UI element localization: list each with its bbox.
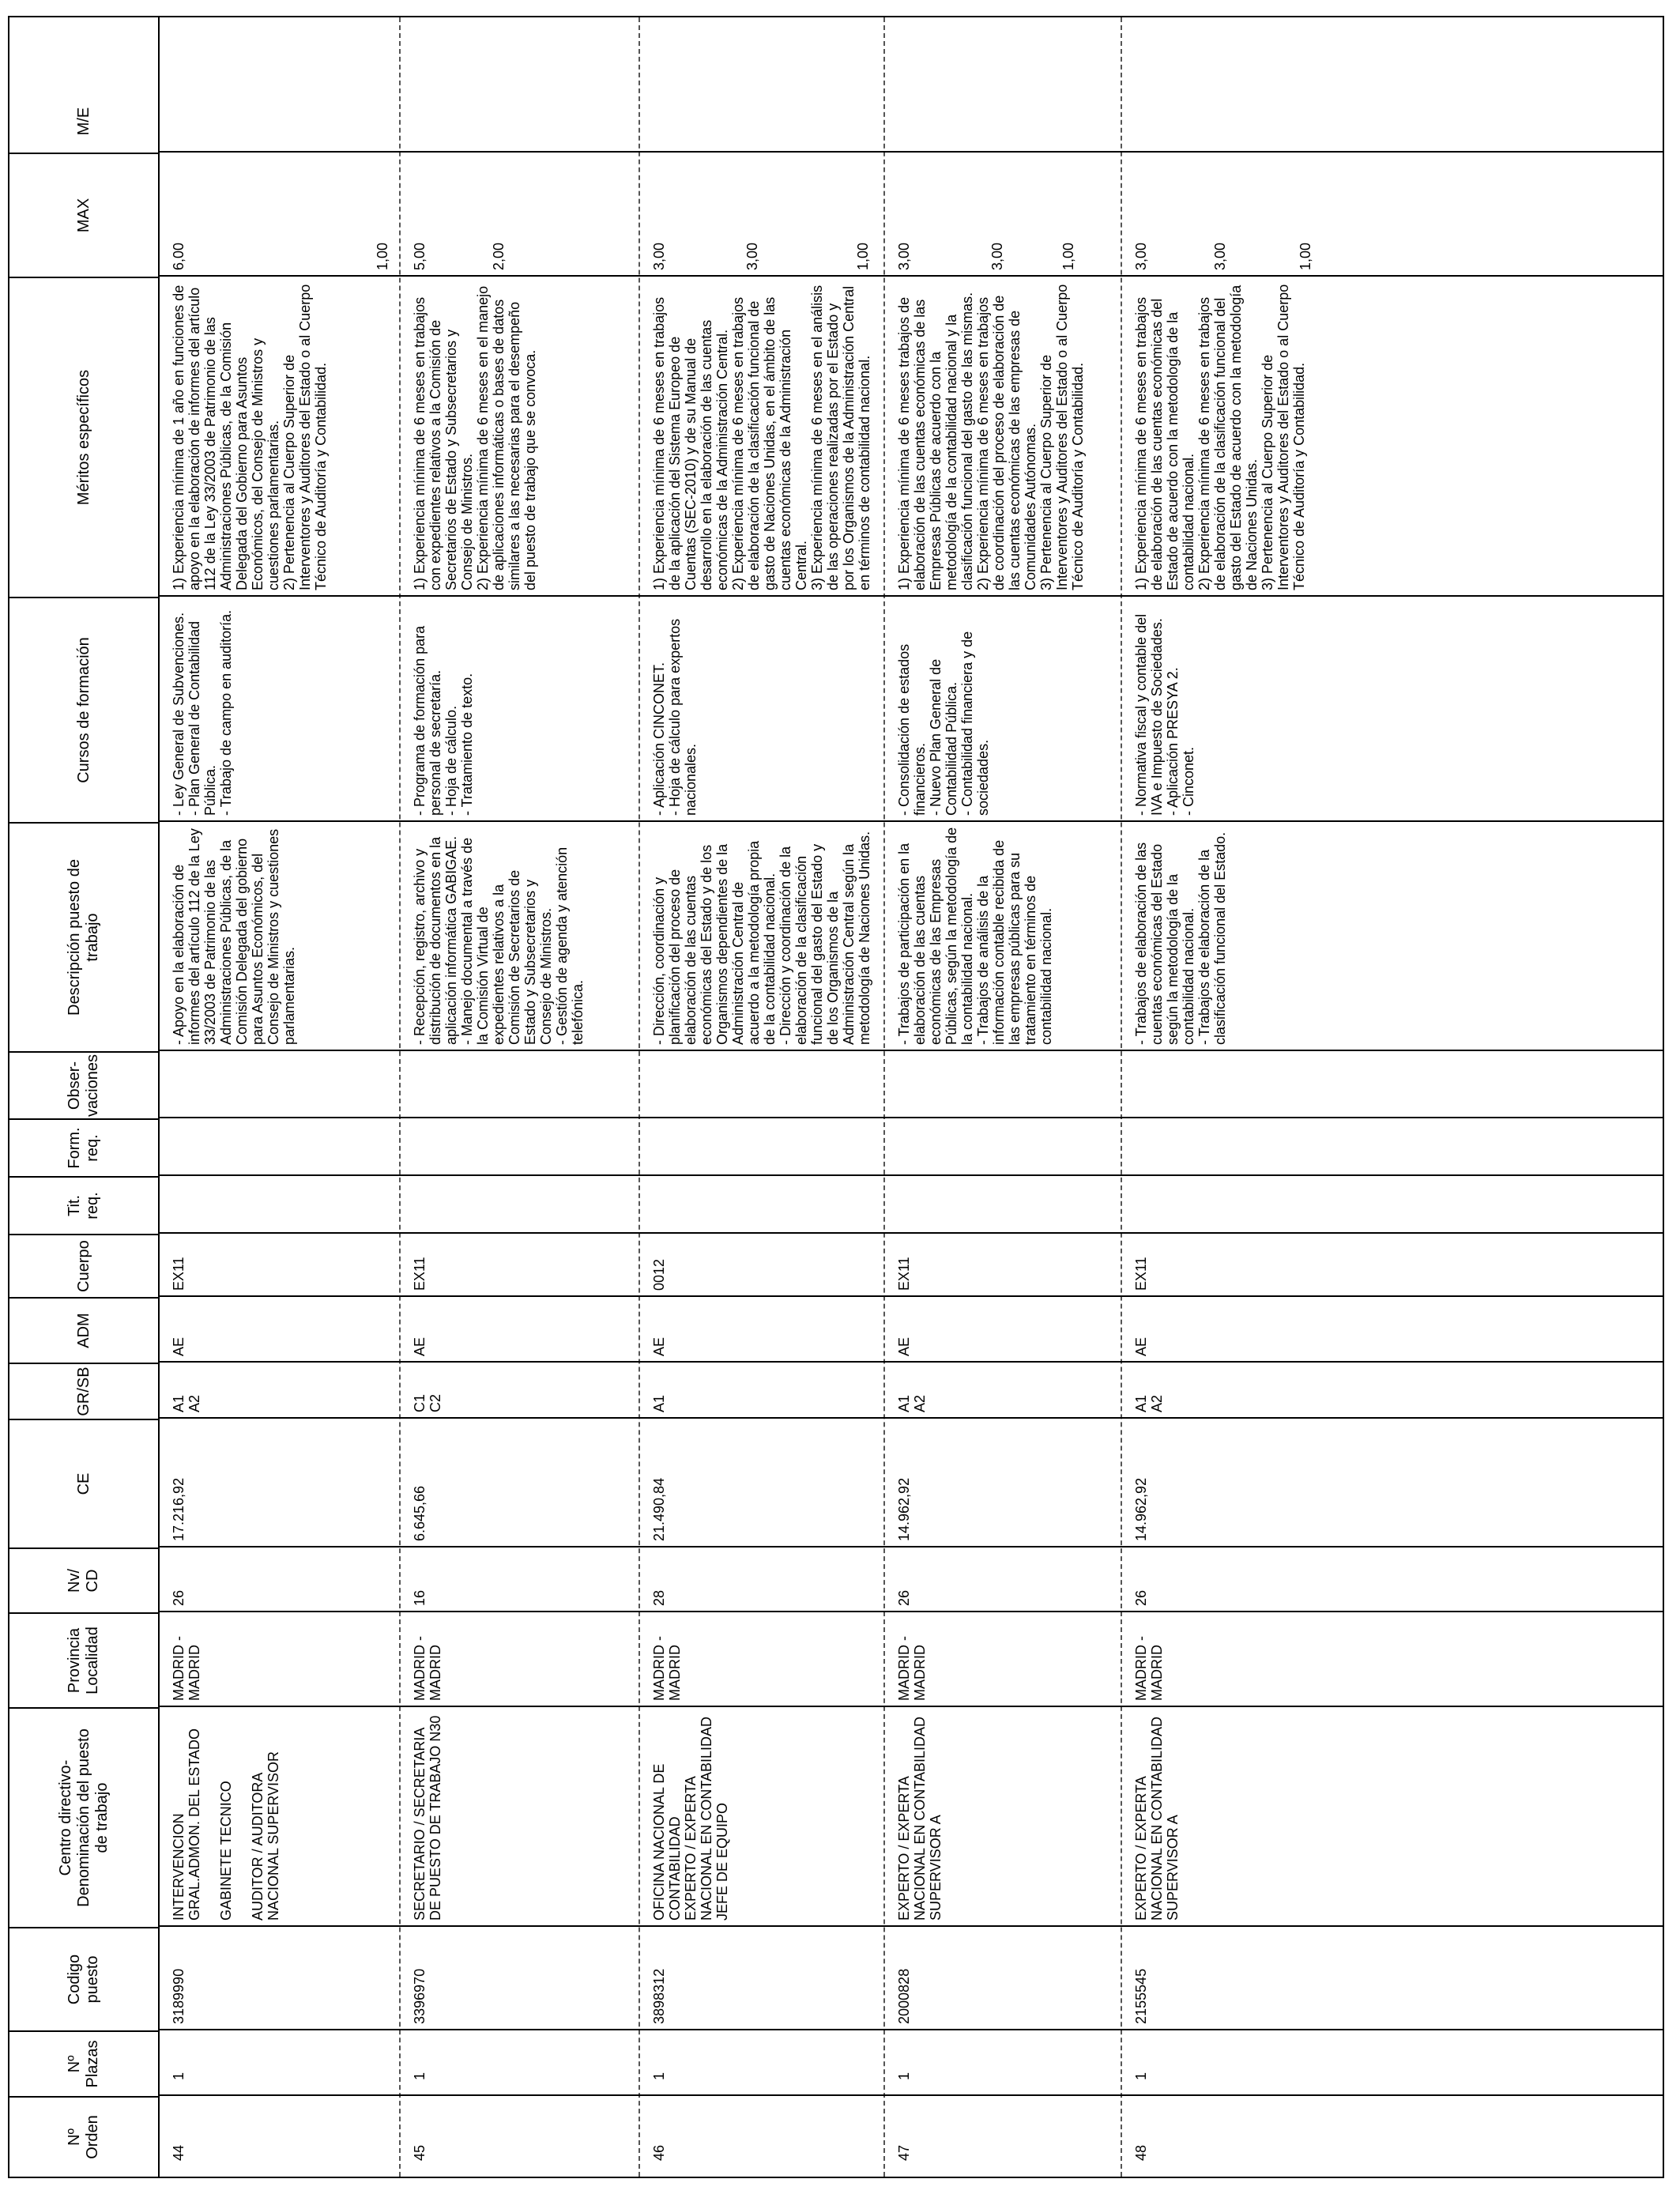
cell-orden: 48 [1133,2144,1149,2161]
max-score: 1,00 [1060,242,1076,270]
cell-adm: AE [171,1336,186,1356]
cell-max [885,153,1121,277]
cell-tit [401,1176,638,1234]
cell-obs [885,1051,1121,1118]
column-divider [160,1417,1663,1419]
cell-tit [1122,1176,1664,1234]
cell-meritos: 1) Experiencia mínima de 6 meses en trabajos de la aplicación del Sistema Europeo de Cuentas (SEC-2010) y de su Manual de desarrollo en la elaboración de las cuentas económicas de la Administración Central. 2) Experiencia mínima de 6 meses en trabajos de elaboración de la clasificación funcional de gasto de Naciones Unidas, en el ámbito de las cuentas económicas de la Administración Central. 3) Experiencia mínima de 6 meses en el análisis de las operaciones realizadas por el Estado y por los Organismos de la Administración Central en términos de contabilidad nacional. [651,285,872,590]
cell-provincia: MADRID - MADRID [896,1636,928,1701]
column-divider [160,1611,1663,1612]
max-score: 3,00 [1133,242,1149,270]
max-score: 3,00 [651,242,667,270]
positions-table [8,16,1664,2178]
cell-nivel: 26 [1133,1589,1149,1606]
max-score: 2,00 [491,242,507,270]
column-divider [160,151,1663,153]
cell-provincia: MADRID - MADRID [412,1636,443,1701]
cell-max [1122,153,1664,277]
header-nivel: Nv/ CD [9,1547,158,1612]
cell-codigo: 3898312 [651,1968,667,2024]
max-score: 3,00 [989,242,1005,270]
cell-provincia: MADRID - MADRID [171,1636,202,1701]
cell-tit [885,1176,1121,1234]
cell-cuerpo: EX11 [171,1257,186,1291]
cell-grsb: A1 A2 [1133,1394,1165,1412]
header-meritos: Méritos específicos [9,277,158,597]
column-divider [160,2094,1663,2096]
cell-form [640,1118,883,1176]
cell-orden: 45 [412,2144,428,2161]
column-divider [160,275,1663,277]
column-divider [160,1117,1663,1118]
cell-cursos: - Aplicación CINCONET. - Hoja de cálculo para expertos nacionales. [651,618,699,816]
max-score: 1,00 [375,242,390,270]
cell-obs [401,1051,638,1118]
cell-adm: AE [651,1336,667,1356]
cell-form [1122,1118,1664,1176]
cell-form [401,1118,638,1176]
cell-plazas: 1 [651,2071,667,2080]
column-divider [160,1546,1663,1547]
cell-obs [640,1051,883,1118]
cell-form [885,1118,1121,1176]
cell-cuerpo: EX11 [1133,1257,1149,1291]
cell-grsb: A1 A2 [171,1394,202,1412]
column-divider [160,1925,1663,1927]
cell-ce: 21.490,84 [651,1477,667,1541]
max-score: 3,00 [744,242,760,270]
cell-cuerpo: 0012 [651,1258,667,1291]
header-max: MAX [9,153,158,277]
cell-adm: AE [1133,1336,1149,1356]
table-row [883,17,1121,2177]
cell-adm: AE [412,1336,428,1356]
cell-tit [640,1176,883,1234]
cell-max [160,153,399,277]
header-orden: Nº Orden [9,2096,158,2177]
cell-provincia: MADRID - MADRID [1133,1636,1165,1701]
cell-max [640,153,883,277]
cell-meritos: 1) Experiencia mínima de 6 meses en trabajos de elaboración de las cuentas económicas del Estado de acuerdo con la metodología de la contabilidad nacional. 2) Experiencia mínima de 6 meses en trabajos de elaboración de la clasificación funcional del gasto del Estado de acuerdo con la metodología de Naciones Unidas. 3) Pertenencia al Cuerpo Superior de Interventores y Auditores del Estado o al Cuerpo Técnico de Auditoría y Contabilidad. [1133,284,1307,590]
cell-centro: SECRETARIO / SECRETARIA DE PUESTO DE TRABAJO N30 [412,1715,443,1921]
cell-codigo: 2155545 [1133,1968,1149,2024]
cell-meritos: 1) Experiencia mínima de 1 año en funciones de apoyo en la elaboración de informes del artículo 112 de la Ley 33/2003 de Patrimonio de las Administraciones Públicas, de la Comisión Delegada del Gobierno para Asuntos Económicos, del Consejo de Ministros y cuestiones parlamentarias. 2) Pertenencia al Cuerpo Superior de Interventores y Auditores del Estado o al Cuerpo Técnico de Auditoría y Contabilidad. [171,284,329,590]
cell-ce: 14.962,92 [1133,1477,1149,1541]
cell-cursos: - Normativa fiscal y contable del IVA e Impuesto de Sociedades. - Aplicación PRESYA 2. - Cinconet. [1133,613,1196,816]
column-divider [160,1706,1663,1707]
cell-descripcion: - Trabajos de elaboración de las cuentas económicas del Estado según la metodología de la contabilidad nacional. - Trabajos de elaboración de la clasificación funcional del Estado. [1133,831,1228,1045]
table-row [638,17,883,2177]
cell-cursos: - Programa de formación para personal de secretaría. - Hoja de cálculo. - Tratamiento de texto. [412,625,475,816]
header-cuerpo: Cuerpo [9,1234,158,1297]
max-score: 1,00 [1298,242,1313,270]
table-header [9,17,160,2177]
cell-centro: OFICINA NACIONAL DE CONTABILIDAD EXPERTO / EXPERTA NACIONAL EN CONTABILIDAD JEFE DE EQUIPO [651,1716,730,1921]
cell-codigo: 3189990 [171,1968,186,2024]
table-row [399,17,638,2177]
cell-centro: INTERVENCION GRAL.ADMON. DEL ESTADO GABINETE TECNICO AUDITOR / AUDITORA NACIONAL SUPERVISOR [171,1728,281,1921]
cell-meritos: 1) Experiencia mínima de 6 meses en trabajos con expedientes relativos a la Comisión de Secretarios de Estado y Subsecretarios y Consejo de Ministros. 2) Experiencia mínima de 6 meses en el manejo de aplicaciones informáticas o bases de datos similares a las necesarias para el desempeño del puesto de trabajo que se convoca. [412,285,538,590]
cell-nivel: 26 [171,1589,186,1606]
header-obs: Obser- vaciones [9,1051,158,1118]
max-score: 1,00 [855,242,871,270]
header-cursos: Cursos de formación [9,597,158,822]
cell-centro: EXPERTO / EXPERTA NACIONAL EN CONTABILIDAD SUPERVISOR A [896,1716,944,1921]
column-divider [160,1232,1663,1234]
cell-grsb: A1 [651,1394,667,1412]
cell-cursos: - Ley General de Subvenciones. - Plan General de Contabilidad Pública. - Trabajo de campo en auditoría. [171,609,234,816]
cell-nivel: 26 [896,1589,912,1606]
max-score: 3,00 [896,242,912,270]
column-divider [160,1361,1663,1363]
column-divider [160,820,1663,822]
cell-meritos: 1) Experiencia mínima de 6 meses trabajos de elaboración de las cuentas económicas de las Empresas Públicas de acuerdo con la metodología de la contabilidad nacional y la clasificación funcional del gasto de las mismas. 2) Experiencia mínima de 6 meses en trabajos de coordinación del proceso de elaboración de las cuentas económicas de las empresas de Comunidades Autónomas. 3) Pertenencia al Cuerpo Superior de Interventores y Auditores del Estado o al Cuerpo Técnico de Auditoría y Contabilidad. [896,284,1086,590]
cell-ce: 6.645,66 [412,1485,428,1541]
cell-form [160,1118,399,1176]
cell-cursos: - Consolidación de estados financieros. - Nuevo Plan General de Contabilidad Pública. - Contabilidad financiera y de sociedades. [896,631,991,816]
header-me: M/E [74,107,92,136]
cell-obs [160,1051,399,1118]
column-divider [160,1050,1663,1051]
cell-centro: EXPERTO / EXPERTA NACIONAL EN CONTABILIDAD SUPERVISOR A [1133,1716,1181,1921]
header-centro: Centro directivo- Denominación del puesto de trabajo [9,1707,158,1927]
cell-codigo: 2000828 [896,1968,912,2024]
cell-plazas: 1 [1133,2071,1149,2080]
cell-ce: 14.962,92 [896,1477,912,1541]
header-codigo: Codigo puesto [9,1927,158,2030]
cell-plazas: 1 [412,2071,428,2080]
table-row [1121,17,1664,2177]
cell-max [401,153,638,277]
cell-grsb: C1 C2 [412,1393,443,1412]
header-tit: Tit. req. [9,1176,158,1234]
cell-tit [160,1176,399,1234]
cell-nivel: 28 [651,1589,667,1606]
header-plazas: Nº Plazas [9,2030,158,2096]
cell-provincia: MADRID - MADRID [651,1636,683,1701]
cell-nivel: 16 [412,1589,428,1606]
cell-adm: AE [896,1336,912,1356]
cell-cuerpo: EX11 [412,1257,428,1291]
cell-orden: 47 [896,2144,912,2161]
cell-descripcion: - Dirección, coordinación y planificación del proceso de elaboración de las cuentas económicas del Estado y de los Organismos dependientes de la Administración Central de acuerdo a la metodología propia de la contabilidad nacional. - Dirección y coordinación de la elaboración de la clasificación funcional del gasto del Estado y de los Organismos de la Administración Central según la metodología de Naciones Unidas. [651,831,872,1045]
max-score: 3,00 [1212,242,1228,270]
column-divider [160,2029,1663,2030]
column-divider [160,1174,1663,1176]
cell-cuerpo: EX11 [896,1257,912,1291]
header-descripcion: Descripción puesto de trabajo [9,822,158,1051]
cell-grsb: A1 A2 [896,1394,928,1412]
header-grsb: GR/SB [9,1363,158,1419]
cell-ce: 17.216,92 [171,1477,186,1541]
header-ce: CE [9,1419,158,1547]
cell-obs [1122,1051,1664,1118]
cell-codigo: 3396970 [412,1968,428,2024]
cell-plazas: 1 [896,2071,912,2080]
header-form: Form. req. [9,1118,158,1176]
cell-descripcion: - Trabajos de participación en la elaboración de las cuentas económicas de las Empresas Públicas, según la metodología de la contabilidad nacional. - Trabajos de análisis de la información contable recibida de las empresas públicas para su tratamiento en términos de contabilidad nacional. [896,827,1054,1045]
cell-orden: 44 [171,2144,186,2161]
column-divider [160,1295,1663,1297]
table-row [160,17,399,2177]
cell-plazas: 1 [171,2071,186,2080]
max-score: 5,00 [412,242,428,270]
header-provincia: Provincia Localidad [9,1612,158,1707]
max-score: 6,00 [171,242,186,270]
header-adm: ADM [9,1297,158,1363]
cell-descripcion: - Apoyo en la elaboración de informes del artículo 112 de la Ley 33/2003 de Patrimonio de las Administraciones Públicas, de la Comisión Delegada del gobierno para Asuntos Económicos, del Consejo de Ministros y cuestiones parlamentarias. [171,828,297,1045]
cell-descripcion: - Recepción, registro, archivo y distribución de documentos en la aplicación informática GABIGAE. - Manejo documental a través de la Comisión Virtual de expedientes relativos a la Comisión de Secretarios de Estado y Subsecretarios y Consejo de Ministros. - Gestión de agenda y atención telefónica. [412,835,586,1045]
cell-orden: 46 [651,2144,667,2161]
column-divider [160,595,1663,597]
